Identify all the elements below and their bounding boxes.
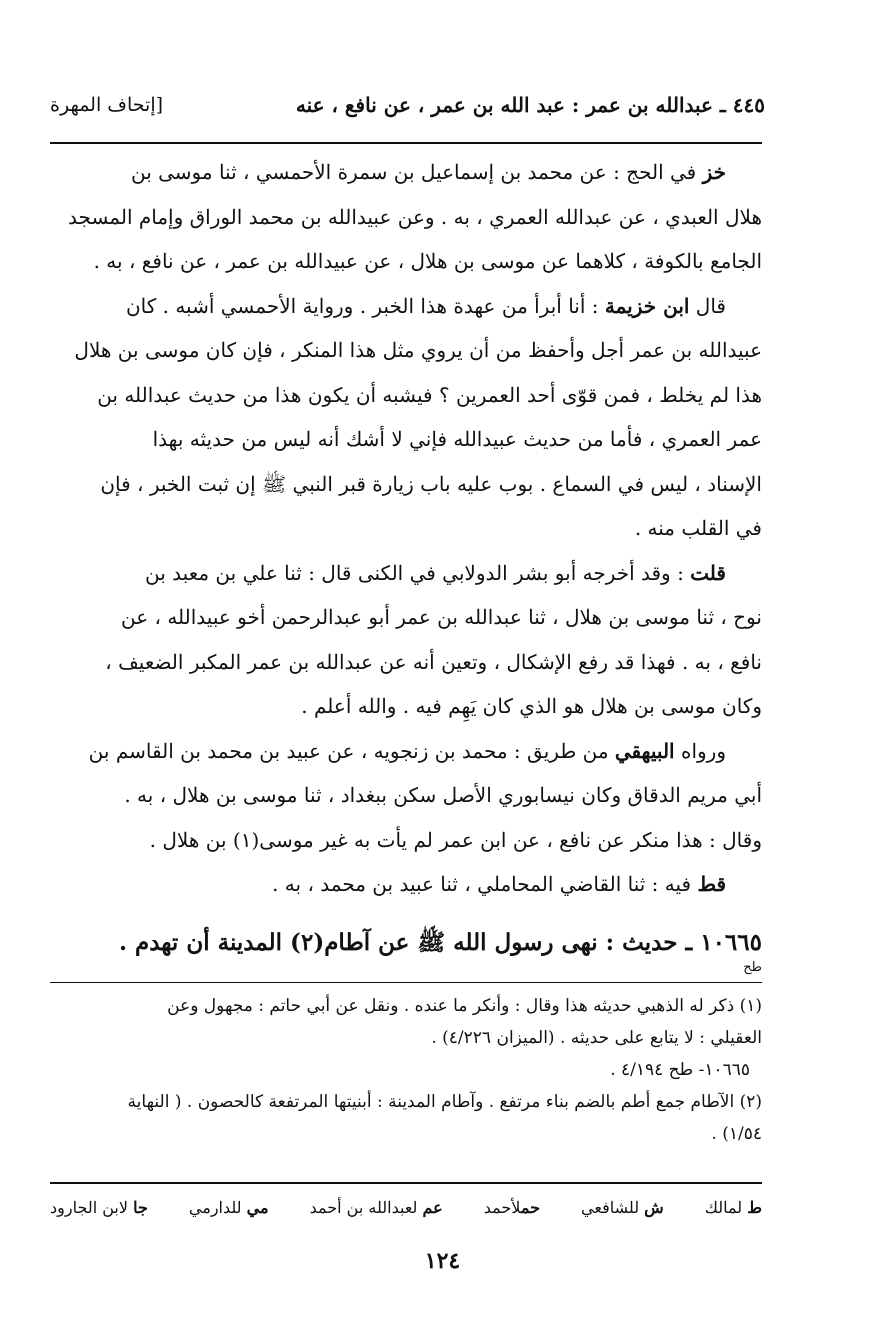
- running-header: [50, 88, 765, 122]
- legend-item: مي للدارمي: [188, 1197, 269, 1217]
- footnote-line: العقيلي : لا يتابع على حديثه . (الميزان ٤/٢٢٦) .: [431, 1028, 762, 1048]
- text-line: عبيدالله بن عمر أجل وأحفظ من أن يروي مثل هذا المنكر ، فإن كان موسى بن هلال: [74, 338, 762, 362]
- text-line: قلت : وقد أخرجه أبو بشر الدولابي في الكنى قال : ثنا علي بن معبد بن: [145, 560, 726, 585]
- legend-rule: [50, 1182, 762, 1184]
- text-line: عمر العمري ، فأما من حديث عبيدالله فإني لا أشك أنه ليس من حديثه بهذا: [152, 427, 762, 451]
- abbreviation-legend: [50, 1192, 762, 1222]
- header-title: ٤٤٥ ـ عبدالله بن عمر : عبد الله بن عمر ، عن نافع ، عنه: [295, 93, 765, 117]
- text-line: قال ابن خزيمة : أنا أبرأ من عهدة هذا الخبر . ورواية الأحمسي أشبه . كان: [125, 293, 726, 318]
- footnote-line: ١٠٦٦٥- طح ٤/١٩٤ .: [610, 1060, 750, 1080]
- header-rule: [50, 142, 762, 144]
- text-line: قط فيه : ثنا القاضي المحاملي ، ثنا عبيد بن محمد ، به .: [272, 872, 726, 896]
- legend-item: ط لمالك: [704, 1197, 762, 1217]
- text-line: نوح ، ثنا موسى بن هلال ، ثنا عبدالله بن عمر أبو عبدالرحمن أخو عبيدالله ، عن: [120, 605, 762, 629]
- legend-item: حملأحمد: [483, 1197, 540, 1217]
- footnote-line: ١/٥٤) .: [711, 1124, 762, 1144]
- text-line: الجامع بالكوفة ، كلاهما عن موسى بن هلال ، عن عبيدالله بن عمر ، عن نافع ، به .: [93, 249, 762, 273]
- text-line: هلال العبدي ، عن عبدالله العمري ، به . وعن عبيدالله بن محمد الوراق وإمام المسجد: [68, 204, 762, 229]
- text-line: وكان موسى بن هلال هو الذي كان يَهِم فيه . والله أعلم .: [301, 694, 762, 718]
- legend-item: جا لابن الجارود: [50, 1197, 148, 1217]
- footnote-line: (٢) الآطام جمع أطم بالضم بناء مرتفع . وآطام المدينة : أبنيتها المرتفعة كالحصون . ( النهاية: [127, 1092, 762, 1112]
- text-line: ورواه البيهقي من طريق : محمد بن زنجويه ، عن عبيد بن محمد بن القاسم بن: [88, 738, 726, 763]
- text-line: خز في الحج : عن محمد بن إسماعيل بن سمرة الأحمسي ، ثنا موسى بن: [130, 160, 726, 184]
- legend-item: ش للشافعي: [581, 1197, 664, 1217]
- footnote-line: (١) ذكر له الذهبي حديثه هذا وقال : وأنكر ما عنده . ونقل عن أبي حاتم : مجهول وعن: [167, 996, 762, 1016]
- text-line: نافع ، به . فهذا قد رفع الإشكال ، وتعين أنه عن عبدالله بن عمر المكبر الضعيف ،: [105, 649, 762, 674]
- hadith-sigla: طح: [743, 960, 762, 975]
- header-book-name: [إتحاف المهرة: [50, 94, 164, 116]
- footnotes: [50, 990, 762, 1150]
- footnote-rule: [50, 982, 762, 983]
- text-line: الإسناد ، ليس في السماع . بوب عليه باب زيارة قبر النبي ﷺ إن ثبت الخبر ، فإن: [100, 471, 762, 496]
- text-line: في القلب منه .: [634, 516, 762, 540]
- hadith-heading: ١٠٦٦٥ ـ حديث : نهى رسول الله ﷺ عن آطام(٢) المدينة أن تهدم .: [118, 929, 762, 956]
- text-line: هذا لم يخلط ، فمن قوّى أحد العمرين ؟ فيشبه أن يكون هذا من حديث عبدالله بن: [97, 382, 762, 407]
- text-line: أبي مريم الدقاق وكان نيسابوري الأصل سكن ببغداد ، ثنا موسى بن هلال ، به .: [124, 783, 762, 807]
- main-text: [50, 150, 762, 907]
- page-number: ١٢٤: [424, 1248, 461, 1274]
- legend-item: عم لعبدالله بن أحمد: [309, 1197, 443, 1217]
- text-line: وقال : هذا منكر عن نافع ، عن ابن عمر لم يأت به غير موسى(١) بن هلال .: [149, 827, 762, 852]
